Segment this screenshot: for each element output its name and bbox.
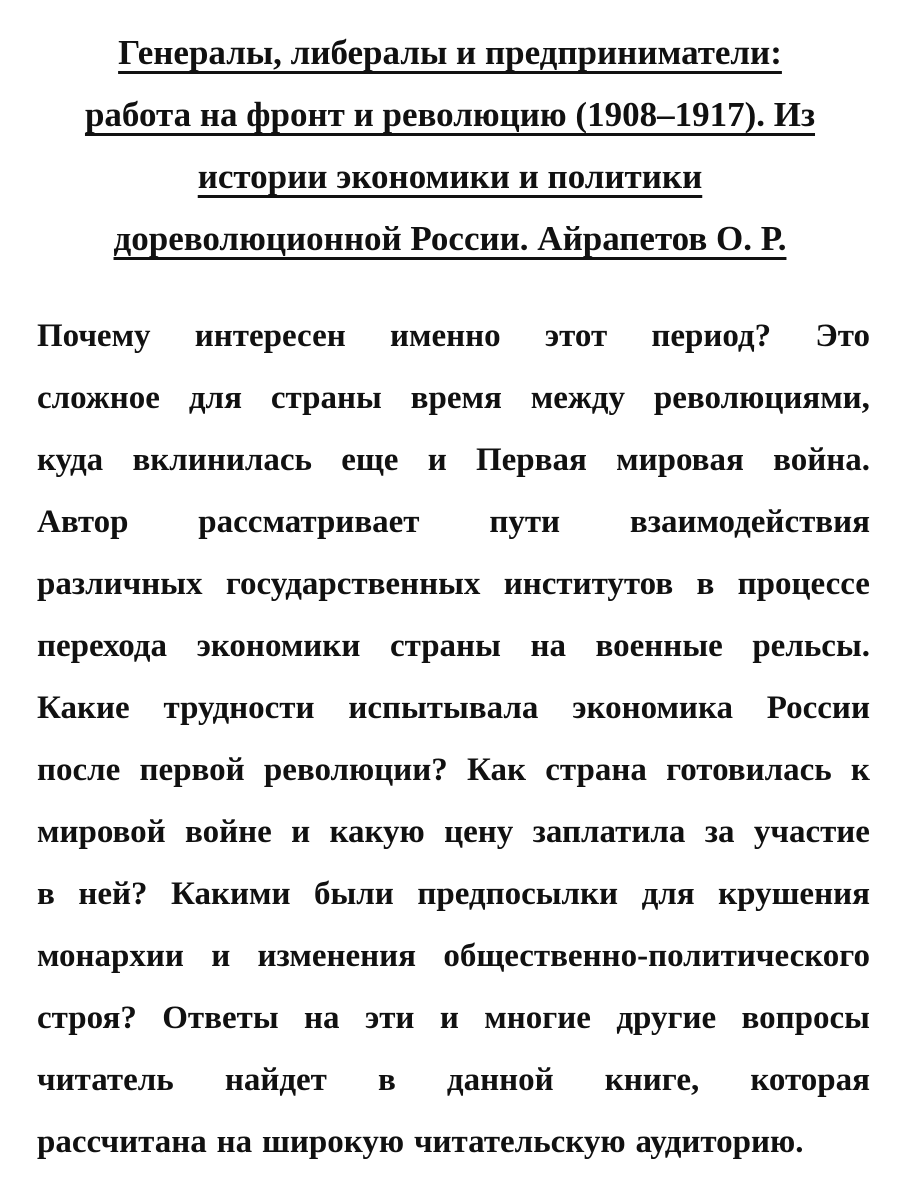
description-line bbox=[37, 367, 870, 429]
description-word: участие bbox=[753, 814, 870, 850]
description-word: аудиторию. bbox=[635, 1124, 804, 1160]
description-word: для bbox=[641, 876, 695, 912]
title-line: работа на фронт и революцию (1908–1917). Из bbox=[84, 95, 816, 134]
description-word: этот bbox=[544, 318, 608, 354]
description-word: на bbox=[530, 628, 566, 664]
description-word: читательскую bbox=[413, 1124, 626, 1160]
description-word: страны bbox=[389, 628, 501, 664]
description-line bbox=[37, 801, 870, 863]
description-word: после bbox=[37, 752, 121, 788]
description-word: другие bbox=[616, 1000, 717, 1036]
description-word: в bbox=[696, 566, 715, 602]
description-word: России bbox=[766, 690, 870, 726]
description-word: революции? bbox=[263, 752, 448, 788]
description-word: и bbox=[427, 442, 447, 478]
description-word: за bbox=[704, 814, 735, 850]
description-word: испытывала bbox=[348, 690, 539, 726]
description-line bbox=[37, 987, 870, 1049]
description-word: рельсы. bbox=[752, 628, 870, 664]
description-word: пути bbox=[489, 504, 561, 540]
description-line bbox=[37, 1111, 870, 1173]
description-word: страна bbox=[545, 752, 647, 788]
description-word: мировой bbox=[37, 814, 166, 850]
description-word: мировая bbox=[616, 442, 744, 478]
description-word: перехода bbox=[37, 628, 167, 664]
description-word: революциями, bbox=[653, 380, 870, 416]
description-line bbox=[37, 925, 870, 987]
description-word: Как bbox=[467, 752, 527, 788]
description-word: какую bbox=[329, 814, 425, 850]
description-word: различных bbox=[37, 566, 203, 602]
description-word: рассматривает bbox=[198, 504, 420, 540]
description-word: изменения bbox=[257, 938, 417, 974]
description-word: страны bbox=[270, 380, 382, 416]
description-word: взаимодействия bbox=[629, 504, 870, 540]
description-word: вклинилась bbox=[132, 442, 312, 478]
description-word: войне bbox=[184, 814, 272, 850]
description-word: читатель bbox=[37, 1062, 174, 1098]
description-word: данной bbox=[446, 1062, 554, 1098]
description-word: процессе bbox=[737, 566, 870, 602]
description-word: трудности bbox=[163, 690, 315, 726]
description-word: книге, bbox=[604, 1062, 700, 1098]
description-word: готовилась bbox=[666, 752, 832, 788]
description-word: в bbox=[377, 1062, 396, 1098]
description-word: общественно-политического bbox=[443, 938, 870, 974]
description-word: и bbox=[211, 938, 231, 974]
description-word: цену bbox=[444, 814, 514, 850]
description-line bbox=[37, 429, 870, 491]
description-line bbox=[37, 491, 870, 553]
description-word: строя? bbox=[37, 1000, 137, 1036]
description-word: заплатила bbox=[532, 814, 686, 850]
description-word: еще bbox=[341, 442, 399, 478]
description-word: куда bbox=[37, 442, 104, 478]
description-word: которая bbox=[750, 1062, 870, 1098]
description-word: Какие bbox=[37, 690, 130, 726]
description-word: найдет bbox=[224, 1062, 327, 1098]
description-word: монархии bbox=[37, 938, 184, 974]
description-word: были bbox=[314, 876, 394, 912]
description-word: Автор bbox=[37, 504, 129, 540]
description-word: Ответы bbox=[162, 1000, 279, 1036]
description-line bbox=[37, 739, 870, 801]
description-word: к bbox=[850, 752, 870, 788]
description-word: государственных bbox=[225, 566, 481, 602]
description-line bbox=[37, 615, 870, 677]
description-word: многие bbox=[484, 1000, 591, 1036]
description-word: сложное bbox=[37, 380, 160, 416]
description-word: крушения bbox=[718, 876, 870, 912]
description-word: предпосылки bbox=[417, 876, 619, 912]
description-word: Это bbox=[815, 318, 870, 354]
book-title bbox=[0, 22, 900, 270]
description-line bbox=[37, 553, 870, 615]
description-word: период? bbox=[651, 318, 772, 354]
description-word: в bbox=[37, 876, 55, 912]
description-line bbox=[37, 677, 870, 739]
description-word: именно bbox=[389, 318, 501, 354]
description-word: рассчитана bbox=[37, 1124, 207, 1160]
title-line: Генералы, либералы и предприниматели: bbox=[118, 33, 782, 72]
description-word: интересен bbox=[194, 318, 346, 354]
description-word: военные bbox=[595, 628, 723, 664]
description-word: вопросы bbox=[741, 1000, 870, 1036]
description-word: экономики bbox=[196, 628, 361, 664]
title-line: истории экономики и политики bbox=[197, 157, 703, 196]
description-word: время bbox=[410, 380, 502, 416]
description-word: экономика bbox=[572, 690, 733, 726]
description-word: первой bbox=[139, 752, 245, 788]
description-word: и bbox=[439, 1000, 459, 1036]
description-word: широкую bbox=[262, 1124, 405, 1160]
description-line bbox=[37, 1049, 870, 1111]
description-word: Первая bbox=[475, 442, 587, 478]
description-word: эти bbox=[364, 1000, 415, 1036]
description-word: Какими bbox=[171, 876, 291, 912]
description-word: для bbox=[188, 380, 242, 416]
description-line bbox=[37, 305, 870, 367]
description-word: и bbox=[291, 814, 311, 850]
description-word: на bbox=[304, 1000, 340, 1036]
description-word: ней? bbox=[78, 876, 148, 912]
description-word: Почему bbox=[37, 318, 151, 354]
description-word: между bbox=[530, 380, 625, 416]
description-word: война. bbox=[773, 442, 870, 478]
description-line bbox=[37, 863, 870, 925]
description-word: институтов bbox=[503, 566, 674, 602]
title-line: дореволюционной России. Айрапетов О. Р. bbox=[113, 219, 787, 258]
description-word: на bbox=[216, 1124, 253, 1160]
book-description bbox=[37, 305, 870, 1173]
